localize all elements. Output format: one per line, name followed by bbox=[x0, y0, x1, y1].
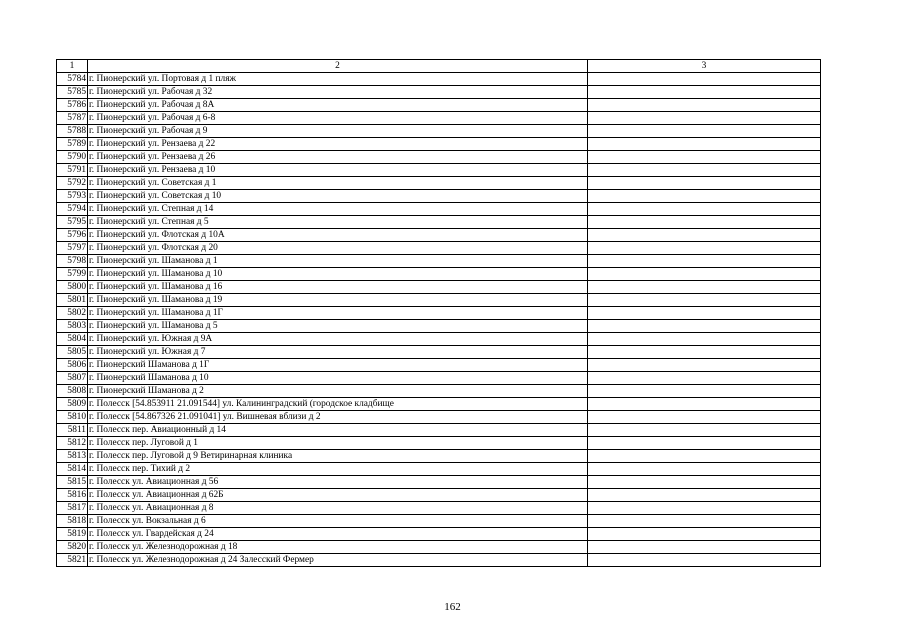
column-3-cell bbox=[588, 164, 821, 177]
column-3-cell bbox=[588, 489, 821, 502]
table-row bbox=[57, 216, 821, 229]
row-number: 5785 bbox=[57, 86, 88, 99]
address-cell: г. Пионерский ул. Шаманова д 10 bbox=[88, 268, 588, 281]
address-cell: г. Полесск ул. Авиационная д 8 bbox=[88, 502, 588, 515]
address-cell: г. Пионерский ул. Рабочая д 32 bbox=[88, 86, 588, 99]
table-row bbox=[57, 190, 821, 203]
column-3-cell bbox=[588, 437, 821, 450]
column-3-cell bbox=[588, 307, 821, 320]
address-cell: г. Полесск пер. Луговой д 9 Ветиринарная клиника bbox=[88, 450, 588, 463]
table-row bbox=[57, 541, 821, 554]
column-3-cell bbox=[588, 541, 821, 554]
table-row bbox=[57, 294, 821, 307]
row-number: 5790 bbox=[57, 151, 88, 164]
address-cell: г. Пионерский ул. Рензаева д 10 bbox=[88, 164, 588, 177]
address-cell: г. Пионерский ул. Шаманова д 1Г bbox=[88, 307, 588, 320]
address-cell: г. Пионерский ул. Шаманова д 1 bbox=[88, 255, 588, 268]
column-3-cell bbox=[588, 359, 821, 372]
table-row bbox=[57, 346, 821, 359]
page-number: 162 bbox=[444, 601, 461, 613]
address-cell: г. Пионерский ул. Южная д 9А bbox=[88, 333, 588, 346]
table-row bbox=[57, 411, 821, 424]
table-row bbox=[57, 359, 821, 372]
row-number: 5784 bbox=[57, 73, 88, 86]
address-cell: г. Полесск ул. Железнодорожная д 24 Залесский Фермер bbox=[88, 554, 588, 567]
address-cell: г. Полесск ул. Вокзальная д 6 bbox=[88, 515, 588, 528]
table-row bbox=[57, 164, 821, 177]
address-cell: г. Полесск ул. Гвардейская д 24 bbox=[88, 528, 588, 541]
table-row bbox=[57, 463, 821, 476]
row-number: 5792 bbox=[57, 177, 88, 190]
row-number: 5797 bbox=[57, 242, 88, 255]
column-3-cell bbox=[588, 463, 821, 476]
column-3-cell bbox=[588, 281, 821, 294]
table-row bbox=[57, 320, 821, 333]
table-row bbox=[57, 229, 821, 242]
column-3-cell bbox=[588, 320, 821, 333]
column-3-cell bbox=[588, 411, 821, 424]
row-number: 5809 bbox=[57, 398, 88, 411]
row-number: 5820 bbox=[57, 541, 88, 554]
table-row bbox=[57, 151, 821, 164]
row-number: 5810 bbox=[57, 411, 88, 424]
column-3-cell bbox=[588, 216, 821, 229]
column-3-cell bbox=[588, 398, 821, 411]
table-row bbox=[57, 398, 821, 411]
table-row bbox=[57, 112, 821, 125]
column-3-cell bbox=[588, 112, 821, 125]
column-3-cell bbox=[588, 268, 821, 281]
column-3-cell bbox=[588, 138, 821, 151]
column-3-cell bbox=[588, 151, 821, 164]
row-number: 5787 bbox=[57, 112, 88, 125]
column-3-cell bbox=[588, 125, 821, 138]
column-3-cell bbox=[588, 450, 821, 463]
table-row bbox=[57, 281, 821, 294]
address-cell: г. Полесск пер. Авиационный д 14 bbox=[88, 424, 588, 437]
table-row bbox=[57, 528, 821, 541]
row-number: 5814 bbox=[57, 463, 88, 476]
address-cell: г. Пионерский ул. Флотская д 10А bbox=[88, 229, 588, 242]
address-cell: г. Пионерский Шаманова д 2 bbox=[88, 385, 588, 398]
row-number: 5816 bbox=[57, 489, 88, 502]
column-3-cell bbox=[588, 255, 821, 268]
table-row bbox=[57, 307, 821, 320]
column-header-3: 3 bbox=[588, 60, 821, 73]
table-row bbox=[57, 125, 821, 138]
row-number: 5808 bbox=[57, 385, 88, 398]
table-row bbox=[57, 138, 821, 151]
row-number: 5821 bbox=[57, 554, 88, 567]
column-3-cell bbox=[588, 424, 821, 437]
table-row bbox=[57, 99, 821, 112]
address-cell: г. Пионерский ул. Рабочая д 6-8 bbox=[88, 112, 588, 125]
row-number: 5807 bbox=[57, 372, 88, 385]
address-cell: г. Полесск [54.853911 21.091544] ул. Калининградский (городское кладбище bbox=[88, 398, 588, 411]
row-number: 5791 bbox=[57, 164, 88, 177]
column-3-cell bbox=[588, 229, 821, 242]
column-header-1: 1 bbox=[57, 60, 88, 73]
row-number: 5800 bbox=[57, 281, 88, 294]
column-3-cell bbox=[588, 190, 821, 203]
address-cell: г. Полесск пер. Тихий д 2 bbox=[88, 463, 588, 476]
table-row bbox=[57, 242, 821, 255]
row-number: 5812 bbox=[57, 437, 88, 450]
column-3-cell bbox=[588, 502, 821, 515]
row-number: 5789 bbox=[57, 138, 88, 151]
row-number: 5794 bbox=[57, 203, 88, 216]
column-3-cell bbox=[588, 73, 821, 86]
address-cell: г. Пионерский ул. Степная д 5 bbox=[88, 216, 588, 229]
column-header-2: 2 bbox=[88, 60, 588, 73]
table-row bbox=[57, 476, 821, 489]
column-3-cell bbox=[588, 86, 821, 99]
row-number: 5786 bbox=[57, 99, 88, 112]
table-row bbox=[57, 554, 821, 567]
row-number: 5802 bbox=[57, 307, 88, 320]
address-cell: г. Полесск ул. Железнодорожная д 18 bbox=[88, 541, 588, 554]
address-cell: г. Пионерский ул. Советская д 10 bbox=[88, 190, 588, 203]
row-number: 5811 bbox=[57, 424, 88, 437]
address-cell: г. Пионерский ул. Шаманова д 16 bbox=[88, 281, 588, 294]
address-cell: г. Пионерский Шаманова д 10 bbox=[88, 372, 588, 385]
column-3-cell bbox=[588, 476, 821, 489]
row-number: 5793 bbox=[57, 190, 88, 203]
row-number: 5798 bbox=[57, 255, 88, 268]
table-row bbox=[57, 489, 821, 502]
address-cell: г. Пионерский ул. Рензаева д 26 bbox=[88, 151, 588, 164]
column-3-cell bbox=[588, 294, 821, 307]
row-number: 5788 bbox=[57, 125, 88, 138]
row-number: 5818 bbox=[57, 515, 88, 528]
row-number: 5804 bbox=[57, 333, 88, 346]
row-number: 5805 bbox=[57, 346, 88, 359]
row-number: 5819 bbox=[57, 528, 88, 541]
address-table bbox=[56, 59, 821, 567]
address-cell: г. Полесск [54.867326 21.091041] ул. Вишневая вблизи д 2 bbox=[88, 411, 588, 424]
table-body bbox=[57, 73, 821, 567]
table-row bbox=[57, 515, 821, 528]
address-cell: г. Пионерский ул. Шаманова д 5 bbox=[88, 320, 588, 333]
column-3-cell bbox=[588, 385, 821, 398]
address-cell: г. Пионерский ул. Рензаева д 22 bbox=[88, 138, 588, 151]
table-row bbox=[57, 268, 821, 281]
row-number: 5813 bbox=[57, 450, 88, 463]
column-3-cell bbox=[588, 346, 821, 359]
table-row bbox=[57, 203, 821, 216]
column-3-cell bbox=[588, 242, 821, 255]
column-3-cell bbox=[588, 333, 821, 346]
column-3-cell bbox=[588, 99, 821, 112]
column-3-cell bbox=[588, 515, 821, 528]
address-cell: г. Полесск ул. Авиационная д 56 bbox=[88, 476, 588, 489]
address-cell: г. Полесск ул. Авиационная д 62Б bbox=[88, 489, 588, 502]
table-row bbox=[57, 424, 821, 437]
table-row bbox=[57, 502, 821, 515]
row-number: 5799 bbox=[57, 268, 88, 281]
row-number: 5817 bbox=[57, 502, 88, 515]
table-row bbox=[57, 86, 821, 99]
table-row bbox=[57, 333, 821, 346]
address-cell: г. Пионерский ул. Рабочая д 8А bbox=[88, 99, 588, 112]
address-cell: г. Пионерский ул. Рабочая д 9 bbox=[88, 125, 588, 138]
address-cell: г. Пионерский ул. Степная д 14 bbox=[88, 203, 588, 216]
column-3-cell bbox=[588, 177, 821, 190]
table-row bbox=[57, 450, 821, 463]
row-number: 5815 bbox=[57, 476, 88, 489]
row-number: 5796 bbox=[57, 229, 88, 242]
table-row bbox=[57, 177, 821, 190]
address-cell: г. Пионерский Шаманова д 1Г bbox=[88, 359, 588, 372]
column-3-cell bbox=[588, 203, 821, 216]
column-3-cell bbox=[588, 554, 821, 567]
table-row bbox=[57, 437, 821, 450]
table-row bbox=[57, 385, 821, 398]
row-number: 5795 bbox=[57, 216, 88, 229]
row-number: 5806 bbox=[57, 359, 88, 372]
row-number: 5801 bbox=[57, 294, 88, 307]
table-row bbox=[57, 255, 821, 268]
address-cell: г. Пионерский ул. Флотская д 20 bbox=[88, 242, 588, 255]
table-row bbox=[57, 73, 821, 86]
column-3-cell bbox=[588, 528, 821, 541]
table-row bbox=[57, 372, 821, 385]
address-cell: г. Пионерский ул. Портовая д 1 пляж bbox=[88, 73, 588, 86]
address-cell: г. Пионерский ул. Советская д 1 bbox=[88, 177, 588, 190]
table-header-row bbox=[57, 60, 821, 73]
address-cell: г. Полесск пер. Луговой д 1 bbox=[88, 437, 588, 450]
address-cell: г. Пионерский ул. Шаманова д 19 bbox=[88, 294, 588, 307]
row-number: 5803 bbox=[57, 320, 88, 333]
column-3-cell bbox=[588, 372, 821, 385]
address-cell: г. Пионерский ул. Южная д 7 bbox=[88, 346, 588, 359]
